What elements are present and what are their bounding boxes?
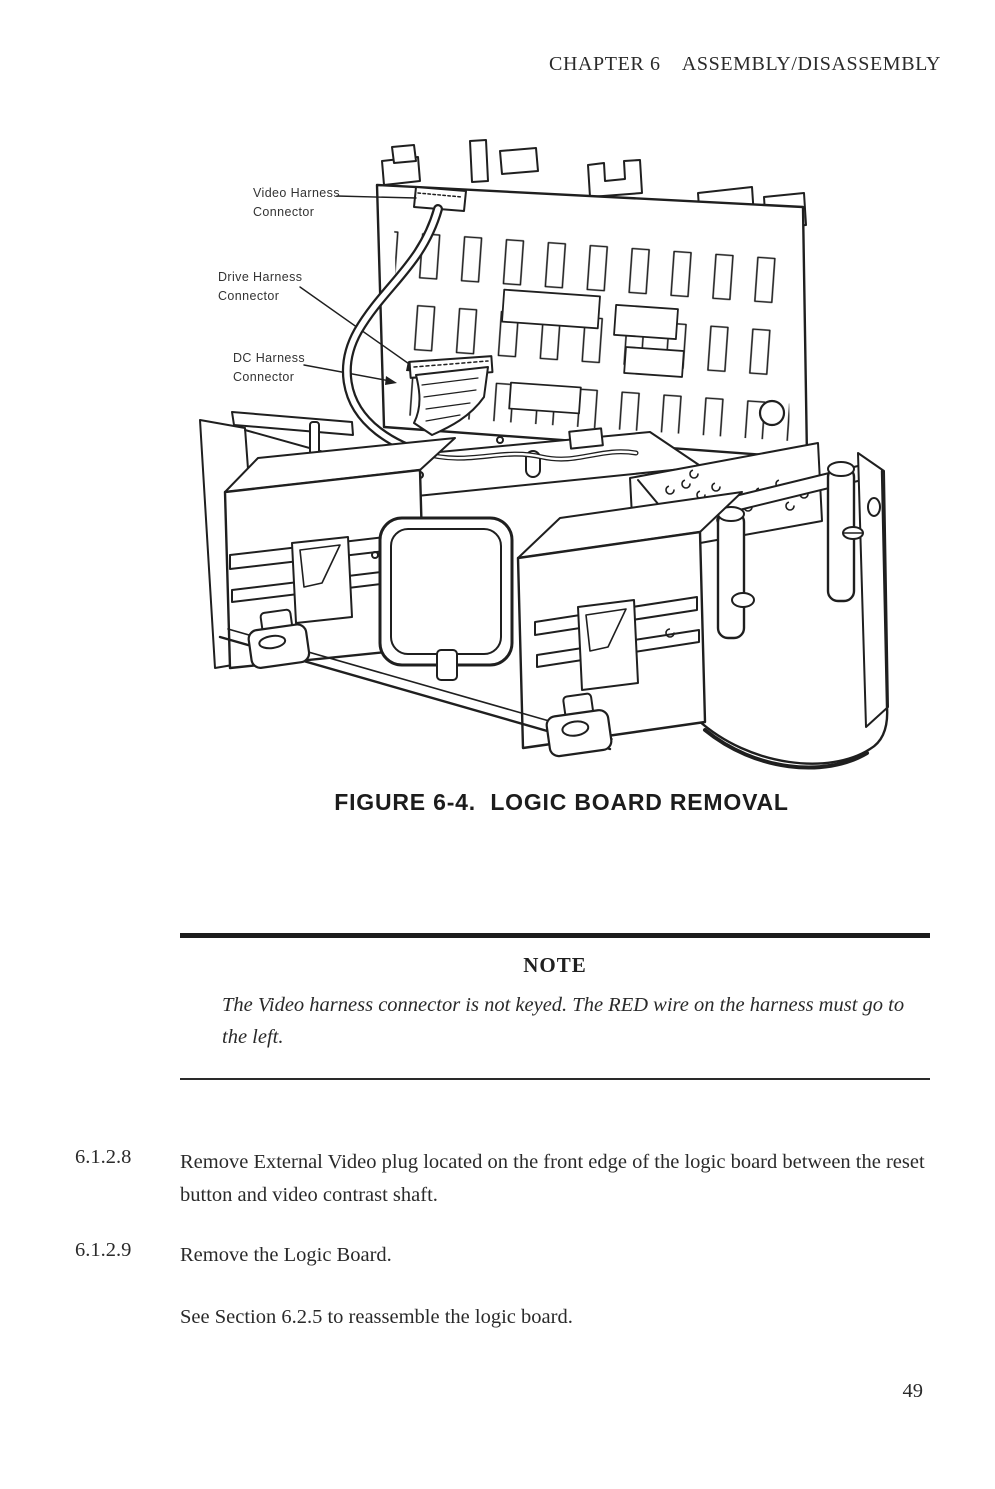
crt-screen <box>380 518 512 665</box>
chapter-heading: CHAPTER 6 ASSEMBLY/DISASSEMBLY <box>549 53 941 75</box>
callout-drive-harness <box>218 268 302 307</box>
step-text: Remove the Logic Board. <box>180 1243 392 1266</box>
callout-label-line: Drive Harness <box>218 270 303 284</box>
step-6-1-2-9 <box>0 1239 995 1272</box>
figure-illustration <box>170 135 910 785</box>
step-number: 6.1.2.9 <box>75 1238 132 1261</box>
callout-label-line: Connector <box>253 205 315 220</box>
callout-dc-harness <box>233 349 305 388</box>
figure-caption: FIGURE 6-4. LOGIC BOARD REMOVAL <box>334 789 789 815</box>
note-text: The Video harness connector is not keyed. The RED wire on the harness must go to the left. <box>222 994 905 1049</box>
callout-video-harness <box>253 184 340 223</box>
note-top-rule <box>180 933 930 938</box>
step-6-1-2-8 <box>0 1146 995 1212</box>
note-block <box>180 933 930 1083</box>
callout-label-line: Video Harness <box>253 186 340 200</box>
note-bottom-rule <box>180 1078 930 1080</box>
note-heading: NOTE <box>523 953 587 977</box>
page-header <box>527 30 941 99</box>
page-number: 49 <box>902 1380 923 1402</box>
procedure-steps <box>0 1146 995 1271</box>
callout-label-line: Connector <box>218 289 280 304</box>
step-text: Remove External Video plug located on the front edge of the logic board between the reset button and video contrast shaft. <box>180 1151 925 1206</box>
logic-board-removal-drawing <box>170 135 910 785</box>
callout-label-line: Connector <box>233 370 295 385</box>
callout-label-line: DC Harness <box>233 351 306 365</box>
step-number: 6.1.2.8 <box>75 1146 132 1168</box>
closing-note: See Section 6.2.5 to reassemble the logic board. <box>180 1306 573 1328</box>
